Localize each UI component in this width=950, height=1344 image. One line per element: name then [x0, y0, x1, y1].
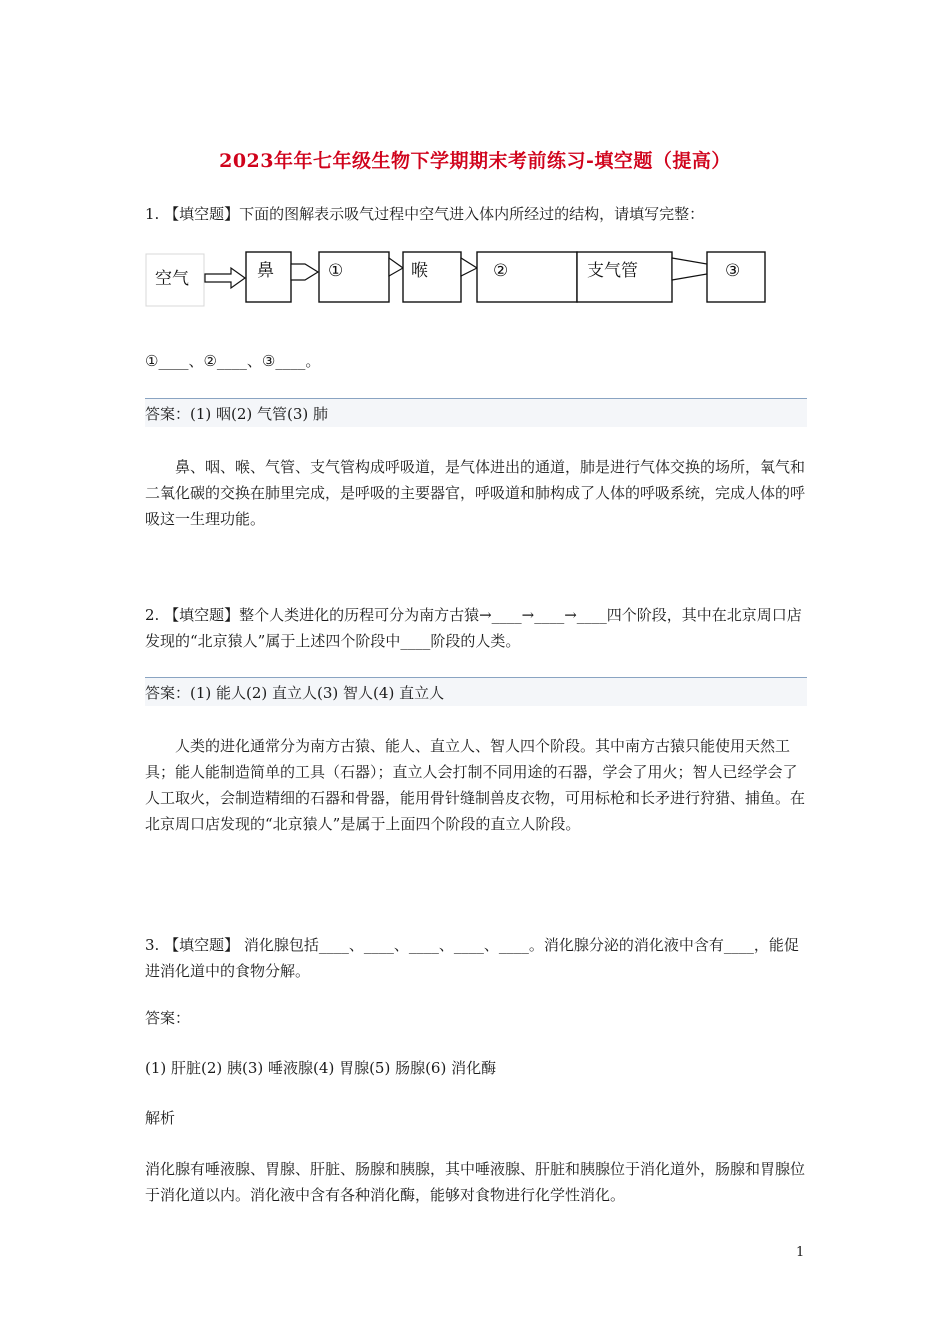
nose-label: 鼻	[257, 261, 274, 280]
arrow-6	[672, 258, 707, 280]
q1-blanks: ①____、②____、③____。	[145, 352, 321, 370]
page-number: 1	[796, 1245, 805, 1260]
arrow-3	[389, 258, 403, 276]
q2-answer: 答案：(1) 能人(2) 直立人(3) 智人(4) 直立人	[145, 677, 807, 706]
q3-stem: 3. 【填空题】 消化腺包括____、____、____、____、____。消化腺分泌的消化液中含有____，能促进消化道中的食物分解。	[145, 936, 799, 980]
q3-explanation: 消化腺有唾液腺、胃腺、肝脏、肠腺和胰腺，其中唾液腺、肝脏和胰腺位于消化道外，肠腺和胃腺位于消化道以内。消化液中含有各种消化酶，能够对食物进行化学性消化。	[145, 1160, 806, 1204]
q1-stem: 1. 【填空题】下面的图解表示吸气过程中空气进入体内所经过的结构，请填写完整：	[145, 205, 705, 223]
arrow-2	[291, 264, 318, 280]
q3-analysis-label: 解析	[145, 1109, 176, 1127]
arrow-4	[461, 258, 477, 276]
bronchi-label: 支气管	[587, 261, 638, 280]
larynx-label: 喉	[411, 261, 428, 280]
airway-flow-diagram	[145, 246, 775, 310]
page-title: 2023年年七年级生物下学期期末考前练习-填空题（提高）	[219, 150, 731, 172]
q1-explanation: 鼻、咽、喉、气管、支气管构成呼吸道，是气体进出的通道，肺是进行气体交换的场所，氧气和二氧化碳的交换在肺里完成，是呼吸的主要器官，呼吸道和肺构成了人体的呼吸系统，完成人体的呼吸这一生理功能。	[145, 458, 806, 528]
blank-2-label: ②	[493, 261, 509, 280]
arrow-1	[205, 268, 245, 288]
blank-3-label: ③	[725, 261, 741, 280]
q2-stem: 2. 【填空题】整个人类进化的历程可分为南方古猿→____→____→____四个阶段，其中在北京周口店发现的“北京猿人”属于上述四个阶段中____阶段的人类。	[145, 606, 802, 650]
blank-2-box	[477, 252, 577, 302]
q2-explanation: 人类的进化通常分为南方古猿、能人、直立人、智人四个阶段。其中南方古猿只能使用天然工具；能人能制造简单的工具（石器）；直立人会打制不同用途的石器，学会了用火；智人已经学会了人工取火，会制造精细的石器和骨器，能用骨针缝制兽皮衣物，可用标枪和长矛进行狩猎、捕鱼。在北京周口店发现的“北京猿人”是属于上面四个阶段的直立人阶段。	[145, 737, 806, 833]
blank-1-label: ①	[328, 261, 344, 280]
q3-answer: (1) 肝脏(2) 胰(3) 唾液腺(4) 胃腺(5) 肠腺(6) 消化酶	[145, 1059, 497, 1077]
air-label: 空气	[155, 269, 189, 288]
q1-answer: 答案：(1) 咽(2) 气管(3) 肺	[145, 398, 807, 427]
q3-answer-label: 答案：	[145, 1009, 191, 1027]
